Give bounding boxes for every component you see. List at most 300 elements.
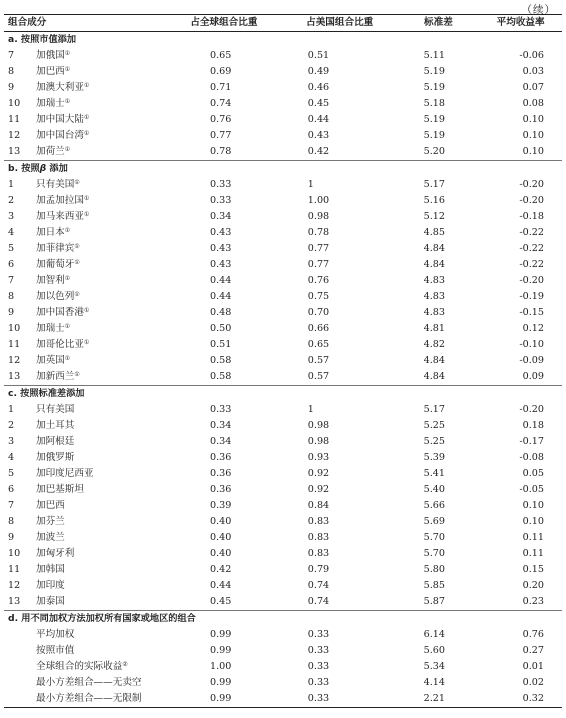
row-label-text: 最小方差组合——无限制 [36, 693, 142, 705]
row-index: 3 [8, 436, 15, 448]
cell-global-weight: 0.65 [210, 50, 232, 62]
table-header-row [4, 15, 562, 32]
row-index: 8 [8, 66, 15, 78]
table-row [4, 466, 562, 482]
header-avg-return: 平均收益率 [479, 15, 562, 32]
cell-us-weight: 0.49 [307, 66, 330, 78]
row-label [24, 112, 166, 128]
footnote-marker: ① [83, 195, 90, 203]
cell-us-weight: 0.33 [307, 629, 330, 641]
cell-std-dev: 5.19 [423, 82, 445, 94]
row-label-text: 加泰国 [36, 596, 65, 608]
cell-std-dev: 5.70 [423, 532, 445, 544]
table-row [4, 562, 562, 578]
footnote-marker: ① [83, 82, 90, 90]
cell-global-weight: 0.77 [210, 130, 232, 142]
row-index: 12 [8, 355, 21, 367]
footnote-marker: ① [83, 211, 90, 219]
table-row [4, 434, 562, 450]
row-label-text: 只有美国 [36, 404, 75, 416]
cell-avg-return: -0.20 [519, 195, 544, 207]
cell-global-weight: 0.51 [210, 339, 232, 351]
row-label-text: 加波兰 [36, 532, 65, 544]
cell-std-dev: 5.18 [423, 98, 445, 110]
table-row [4, 369, 562, 386]
row-label [24, 128, 166, 144]
row-label-text: 加瑞士 [36, 323, 65, 335]
cell-us-weight: 0.51 [307, 50, 330, 62]
cell-us-weight: 0.83 [307, 548, 330, 560]
row-label [4, 659, 166, 675]
table-row [4, 675, 562, 691]
cell-std-dev: 5.80 [423, 564, 445, 576]
row-label [24, 257, 166, 273]
cell-us-weight: 0.83 [307, 532, 330, 544]
cell-std-dev: 4.14 [423, 677, 445, 689]
row-index: 13 [8, 371, 21, 383]
table-row [4, 643, 562, 659]
row-label [24, 273, 166, 289]
cell-global-weight: 0.36 [210, 468, 232, 480]
cell-avg-return: 0.02 [522, 677, 544, 689]
cell-avg-return: -0.20 [519, 275, 544, 287]
row-label [24, 48, 166, 64]
row-label-text: 加印度 [36, 580, 65, 592]
cell-std-dev: 5.34 [423, 661, 445, 673]
footnote-marker: ① [64, 275, 71, 283]
row-label-text: 全球组合的实际收益 [36, 661, 123, 673]
cell-avg-return: 0.10 [522, 114, 544, 126]
table-row [4, 96, 562, 112]
cell-us-weight: 1 [307, 179, 314, 191]
cell-global-weight: 0.42 [210, 564, 232, 576]
cell-std-dev: 4.85 [423, 227, 445, 239]
footnote-marker: ① [64, 227, 71, 235]
table-row [4, 514, 562, 530]
cell-global-weight: 0.36 [210, 452, 232, 464]
cell-std-dev: 5.19 [423, 66, 445, 78]
cell-us-weight: 0.77 [307, 259, 330, 271]
cell-std-dev: 5.39 [423, 452, 445, 464]
cell-std-dev: 5.25 [423, 420, 445, 432]
footnote-marker: ① [64, 355, 71, 363]
row-label-text: 加中国台湾 [36, 130, 84, 142]
cell-global-weight: 0.36 [210, 484, 232, 496]
footnote-marker: ① [74, 371, 80, 379]
cell-std-dev: 5.12 [423, 211, 445, 223]
header-us-weight: 占美国组合比重 [282, 15, 398, 32]
cell-global-weight: 0.43 [210, 227, 232, 239]
row-label-text: 加韩国 [36, 564, 65, 576]
cell-avg-return: 0.10 [522, 500, 544, 512]
cell-global-weight: 0.78 [210, 146, 232, 158]
cell-global-weight: 0.71 [210, 82, 232, 94]
table-row [4, 273, 562, 289]
row-index: 4 [8, 227, 15, 239]
row-label [24, 305, 166, 321]
footnote-marker: ① [64, 66, 71, 74]
cell-global-weight: 0.99 [210, 677, 232, 689]
cell-avg-return: -0.06 [519, 50, 544, 62]
row-label [24, 546, 166, 562]
cell-us-weight: 0.93 [307, 452, 330, 464]
cell-global-weight: 0.58 [210, 355, 232, 367]
row-label [24, 337, 166, 353]
row-label-text: 加匈牙利 [36, 548, 75, 560]
cell-std-dev: 5.16 [423, 195, 445, 207]
cell-global-weight: 0.45 [210, 596, 232, 608]
row-label-text: 加巴西 [36, 500, 65, 512]
cell-avg-return: -0.15 [519, 307, 544, 319]
cell-global-weight: 0.76 [210, 114, 232, 126]
header-global-weight: 占全球组合比重 [166, 15, 282, 32]
cell-avg-return: -0.20 [519, 179, 544, 191]
cell-avg-return: 0.18 [522, 420, 544, 432]
cell-global-weight: 0.44 [210, 580, 232, 592]
section-title-post: 添加 [46, 163, 68, 175]
cell-avg-return: 0.11 [522, 548, 544, 560]
cell-std-dev: 5.60 [423, 645, 445, 657]
table-row [4, 482, 562, 498]
cell-avg-return: -0.18 [519, 211, 544, 223]
footnote-marker: ① [64, 323, 71, 331]
row-label [4, 675, 166, 691]
cell-avg-return: -0.10 [519, 339, 544, 351]
cell-us-weight: 0.33 [307, 661, 330, 673]
cell-avg-return: 0.05 [522, 468, 544, 480]
cell-std-dev: 5.19 [423, 114, 445, 126]
row-index: 12 [8, 130, 21, 142]
table-row [4, 530, 562, 546]
cell-us-weight: 0.79 [307, 564, 330, 576]
cell-us-weight: 0.44 [307, 114, 330, 126]
table-row [4, 627, 562, 643]
footnote-marker: ① [64, 146, 71, 154]
row-index: 2 [8, 420, 15, 432]
cell-avg-return: -0.09 [519, 355, 544, 367]
cell-avg-return: 0.07 [522, 82, 544, 94]
row-index: 9 [8, 307, 15, 319]
row-index: 13 [8, 146, 21, 158]
row-label [24, 594, 166, 611]
footnote-marker: ② [122, 661, 128, 669]
row-label-text: 加澳大利亚 [36, 82, 84, 94]
row-label [24, 482, 166, 498]
cell-std-dev: 5.70 [423, 548, 445, 560]
row-label [24, 289, 166, 305]
row-label [24, 530, 166, 546]
row-label [24, 434, 166, 450]
section-title: c. 按照标准差添加 [4, 386, 562, 403]
cell-us-weight: 0.45 [307, 98, 330, 110]
cell-std-dev: 5.17 [423, 179, 445, 191]
section-title-symbol: β [39, 163, 47, 175]
row-label-text: 按照市值 [36, 645, 75, 657]
cell-global-weight: 0.44 [210, 275, 232, 287]
cell-global-weight: 0.44 [210, 291, 232, 303]
cell-avg-return: 0.10 [522, 130, 544, 142]
table-row [4, 144, 562, 161]
row-index: 13 [8, 596, 21, 608]
cell-global-weight: 0.99 [166, 691, 282, 708]
table-row [4, 321, 562, 337]
cell-avg-return: 0.76 [522, 629, 544, 641]
row-label [24, 369, 166, 386]
cell-std-dev: 5.66 [423, 500, 445, 512]
cell-std-dev: 4.84 [423, 243, 445, 255]
cell-global-weight: 0.33 [210, 404, 232, 416]
cell-avg-return: 0.32 [479, 691, 562, 708]
continued-label: （续） [521, 4, 556, 16]
cell-avg-return: 0.11 [522, 532, 544, 544]
cell-std-dev: 5.40 [423, 484, 445, 496]
row-label-text: 平均加权 [36, 629, 75, 641]
table-row [4, 193, 562, 209]
cell-avg-return: -0.17 [519, 436, 544, 448]
row-index: 11 [8, 339, 21, 351]
cell-avg-return: -0.22 [519, 227, 544, 239]
cell-global-weight: 0.43 [210, 243, 232, 255]
cell-std-dev: 4.83 [423, 291, 445, 303]
cell-us-weight: 0.77 [307, 243, 330, 255]
cell-std-dev: 5.25 [423, 436, 445, 448]
section-title: d. 用不同加权方法加权所有国家或地区的组合 [4, 611, 562, 628]
cell-std-dev: 4.84 [423, 355, 445, 367]
cell-us-weight: 1.00 [307, 195, 330, 207]
row-label [4, 627, 166, 643]
row-label-text: 加葡萄牙 [36, 259, 75, 271]
table-row [4, 80, 562, 96]
table-row [4, 225, 562, 241]
row-label-text: 加俄国 [36, 50, 65, 62]
cell-std-dev: 5.41 [423, 468, 445, 480]
section-title-pre: b. 按照 [8, 163, 40, 175]
row-label [4, 691, 166, 708]
row-label-text: 加日本 [36, 227, 65, 239]
section-c-title [4, 386, 562, 403]
row-label-text: 加印度尼西亚 [36, 468, 94, 480]
row-label [24, 498, 166, 514]
row-label [24, 418, 166, 434]
row-index: 4 [8, 452, 15, 464]
cell-global-weight: 0.50 [210, 323, 232, 335]
cell-avg-return: -0.19 [519, 291, 544, 303]
cell-us-weight: 0.57 [307, 371, 330, 383]
row-label-text: 加菲律宾 [36, 243, 75, 255]
row-label [24, 64, 166, 80]
cell-avg-return: -0.20 [519, 404, 544, 416]
table-row [4, 659, 562, 675]
cell-std-dev: 4.81 [423, 323, 445, 335]
cell-global-weight: 0.48 [210, 307, 232, 319]
cell-us-weight: 0.33 [307, 645, 330, 657]
row-index: 7 [8, 500, 15, 512]
row-index: 8 [8, 516, 15, 528]
cell-us-weight: 0.92 [307, 484, 330, 496]
row-index: 12 [8, 580, 21, 592]
cell-std-dev: 5.19 [423, 130, 445, 142]
cell-avg-return: 0.10 [522, 516, 544, 528]
row-index: 1 [8, 179, 15, 191]
row-label-text: 加马来西亚 [36, 211, 84, 223]
cell-avg-return: -0.05 [519, 484, 544, 496]
row-label [24, 321, 166, 337]
row-label-text: 加孟加拉国 [36, 195, 84, 207]
row-index: 10 [8, 98, 21, 110]
cell-us-weight: 0.92 [307, 468, 330, 480]
cell-avg-return: -0.22 [519, 243, 544, 255]
cell-avg-return: 0.08 [522, 98, 544, 110]
cell-std-dev: 4.83 [423, 275, 445, 287]
cell-avg-return: 0.10 [522, 146, 544, 158]
row-label-text: 加哥伦比亚 [36, 339, 84, 351]
row-label [24, 144, 166, 161]
row-label [24, 241, 166, 257]
cell-global-weight: 0.34 [210, 436, 232, 448]
cell-std-dev: 5.17 [423, 404, 445, 416]
row-label-text: 加以色列 [36, 291, 75, 303]
row-label [24, 193, 166, 209]
cell-std-dev: 2.21 [398, 691, 480, 708]
row-label-text: 加阿根廷 [36, 436, 75, 448]
cell-us-weight: 0.74 [307, 580, 330, 592]
row-index: 11 [8, 564, 21, 576]
row-label [24, 466, 166, 482]
table-row [4, 241, 562, 257]
cell-us-weight: 0.75 [307, 291, 330, 303]
cell-std-dev: 5.20 [423, 146, 445, 158]
row-index: 10 [8, 548, 21, 560]
cell-global-weight: 0.74 [210, 98, 232, 110]
table-row [4, 209, 562, 225]
cell-avg-return: 0.27 [522, 645, 544, 657]
cell-us-weight: 1 [307, 404, 314, 416]
table-row [4, 353, 562, 369]
row-index: 7 [8, 275, 15, 287]
table-row [4, 691, 562, 708]
cell-us-weight: 0.57 [307, 355, 330, 367]
table-row [4, 402, 562, 418]
footnote-marker: ① [74, 291, 80, 299]
cell-global-weight: 0.33 [210, 179, 232, 191]
cell-us-weight: 0.74 [307, 596, 330, 608]
row-index: 9 [8, 532, 15, 544]
cell-std-dev: 5.87 [423, 596, 445, 608]
row-index: 5 [8, 468, 15, 480]
cell-us-weight: 0.98 [307, 436, 330, 448]
table-row [4, 546, 562, 562]
row-label [24, 96, 166, 112]
row-label [24, 402, 166, 418]
row-label-text: 加中国香港 [36, 307, 84, 319]
cell-us-weight: 0.98 [307, 211, 330, 223]
row-label-text: 加英国 [36, 355, 65, 367]
header-std-dev: 标准差 [398, 15, 480, 32]
cell-us-weight: 0.33 [282, 691, 398, 708]
cell-std-dev: 4.84 [423, 259, 445, 271]
cell-us-weight: 0.83 [307, 516, 330, 528]
row-index: 11 [8, 114, 21, 126]
footnote-marker: ① [83, 339, 90, 347]
row-label [24, 209, 166, 225]
table-row [4, 64, 562, 80]
table-row [4, 305, 562, 321]
row-label [24, 225, 166, 241]
cell-us-weight: 0.42 [307, 146, 330, 158]
cell-us-weight: 0.46 [307, 82, 330, 94]
cell-us-weight: 0.43 [307, 130, 330, 142]
cell-avg-return: -0.08 [519, 452, 544, 464]
cell-avg-return: 0.09 [522, 371, 544, 383]
row-index: 6 [8, 259, 15, 271]
table-row [4, 594, 562, 611]
row-label-text: 加巴西 [36, 66, 65, 78]
cell-std-dev: 4.83 [423, 307, 445, 319]
row-label-text: 加俄罗斯 [36, 452, 75, 464]
row-index: 7 [8, 50, 15, 62]
header-components: 组合成分 [4, 15, 166, 32]
row-index: 2 [8, 195, 15, 207]
cell-avg-return: 0.20 [522, 580, 544, 592]
row-index: 9 [8, 82, 15, 94]
cell-global-weight: 0.99 [210, 645, 232, 657]
table-row [4, 257, 562, 273]
table-row [4, 337, 562, 353]
portfolio-table [4, 14, 562, 708]
table-row [4, 418, 562, 434]
footnote-marker: ① [74, 243, 80, 251]
cell-avg-return: 0.12 [522, 323, 544, 335]
cell-global-weight: 0.33 [210, 195, 232, 207]
table-row [4, 450, 562, 466]
row-label [24, 578, 166, 594]
row-label [4, 643, 166, 659]
cell-global-weight: 0.40 [210, 532, 232, 544]
cell-avg-return: 0.23 [522, 596, 544, 608]
cell-global-weight: 0.34 [210, 211, 232, 223]
section-a-title [4, 32, 562, 49]
cell-std-dev: 4.84 [423, 371, 445, 383]
footnote-marker: ① [64, 98, 71, 106]
row-index: 8 [8, 291, 15, 303]
table-row [4, 498, 562, 514]
table-row [4, 48, 562, 64]
section-b-title [4, 161, 562, 178]
row-label [24, 514, 166, 530]
section-title [4, 161, 562, 178]
row-label [24, 450, 166, 466]
row-label [24, 80, 166, 96]
cell-global-weight: 0.39 [210, 500, 232, 512]
table-row [4, 177, 562, 193]
row-label-text: 加新西兰 [36, 371, 75, 383]
row-label [24, 562, 166, 578]
cell-std-dev: 6.14 [423, 629, 445, 641]
row-label-text: 最小方差组合——无卖空 [36, 677, 142, 689]
footnote-marker: ① [74, 179, 80, 187]
row-label [24, 353, 166, 369]
table-row [4, 289, 562, 305]
footnote-marker: ① [83, 114, 90, 122]
footnote-marker: ① [64, 50, 71, 58]
row-label [24, 177, 166, 193]
row-index: 5 [8, 243, 15, 255]
table-row [4, 128, 562, 144]
table-row [4, 578, 562, 594]
cell-global-weight: 0.69 [210, 66, 232, 78]
cell-std-dev: 5.69 [423, 516, 445, 528]
row-index: 10 [8, 323, 21, 335]
